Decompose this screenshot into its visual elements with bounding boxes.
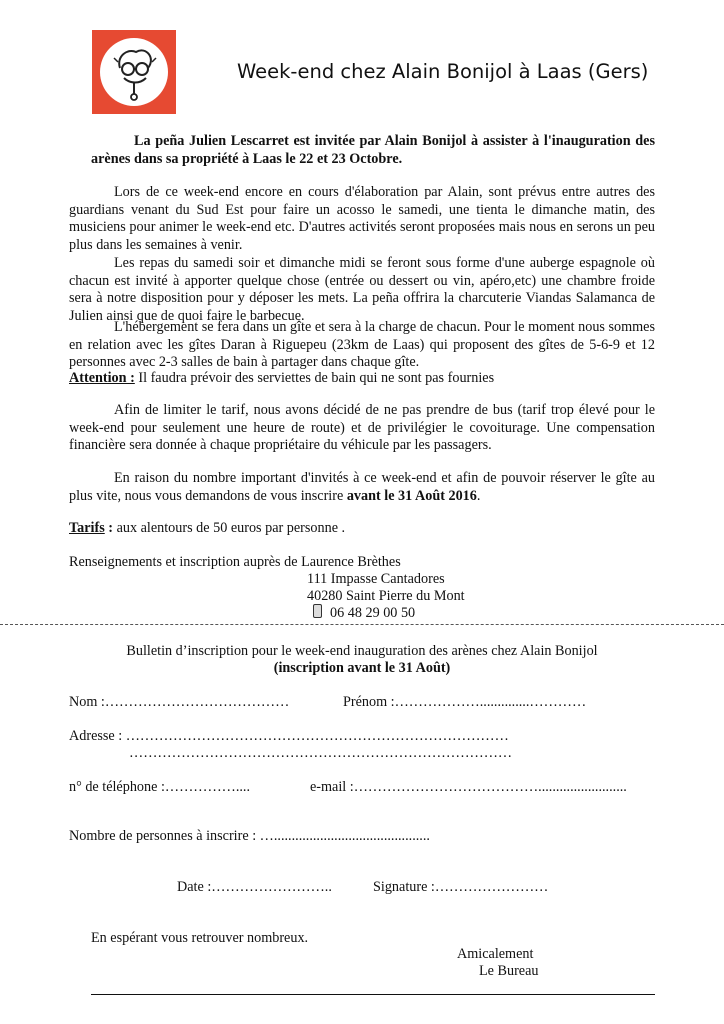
phone-icon — [313, 604, 322, 618]
adresse-field-line1[interactable]: Adresse : ……………………………………………………………………… — [69, 728, 509, 744]
tarifs-text: aux alentours de 50 euros par personne . — [113, 520, 346, 536]
intro-paragraph — [91, 133, 655, 168]
telephone-field[interactable]: n° de téléphone :…………….... — [69, 779, 251, 795]
attention-line — [69, 370, 494, 388]
bottom-rule — [91, 994, 655, 995]
tarifs-line — [69, 520, 345, 538]
nom-field[interactable]: Nom :………………………………… — [69, 694, 290, 710]
paragraph-activities-text: Lors de ce week-end encore en cours d'élaboration par Alain, sont prévus entre autres des guardians venant du Sud Est pour faire un acosso le samedi, une tienta le dimanche matin, des musiciens pour animer le week-end etc. D'autres activités seront proposées mais nous en serons un peu plus dans les semaines à venir. — [69, 184, 655, 254]
tarifs-separator: : — [104, 520, 114, 536]
cut-line — [0, 624, 724, 625]
paragraph-lodging-text: L'hébergement se fera dans un gîte et sera à la charge de chacun. Pour le moment nous sommes en relation avec les gîtes Daran à Riguepeu (23km de Laas) qui proposent des gîtes de 5-6-9 et 12 personnes avec 2-3 salles de bain à partager dans chaque gîte. — [69, 319, 655, 371]
contact-intro: Renseignements et inscription auprès de Laurence Brèthes — [69, 554, 401, 570]
paragraph-registration-text: En raison du nombre important d'invités à ce week-end et afin de pouvoir réserver le gîte au plus vite, nous vous demandons de vous inscrire — [69, 470, 655, 504]
paragraph-registration — [69, 470, 655, 505]
contact-phone-line — [313, 604, 415, 623]
registration-period: . — [476, 487, 481, 504]
paragraph-meals — [69, 255, 655, 326]
caricature-drawing — [100, 38, 168, 106]
paragraph-lodging — [69, 319, 655, 372]
page-title: Week-end chez Alain Bonijol à Laas (Gers) — [237, 60, 649, 83]
pena-logo — [92, 30, 176, 114]
paragraph-meals-text: Les repas du samedi soir et dimanche midi se feront sous forme d'une auberge espagnole où chacun est invité à apporter quelque chose (entrée ou dessert ou vin, apéro,etc) une chambre froide sera à notre disposition pour y déposer les mets. La peña offrira la charcuterie Viandas Salamanca de Julien ainsi que de quoi faire le barbecue. — [69, 255, 655, 325]
paragraph-activities — [69, 184, 655, 255]
paragraph-transport-text: Afin de limiter le tarif, nous avons décidé de ne pas prendre de bus (tarif trop élevé pour le week-end pour seulement une heure de route) et de privilégier le covoiturage. Une compensation financière sera donnée à chaque propriétaire du véhicule par les passagers. — [69, 402, 655, 454]
closing-sign-amicalement: Amicalement — [457, 946, 534, 962]
adresse-field-line2[interactable]: ……………………………………………………………………… — [129, 745, 513, 761]
attention-text: Il faudra prévoir des serviettes de bain qui ne sont pas fournies — [134, 370, 495, 386]
email-field[interactable]: e-mail :…………………………………......................... — [310, 779, 627, 795]
personnes-field[interactable]: Nombre de personnes à inscrire : …............................................ — [69, 828, 430, 844]
date-field[interactable]: Date :…………………….. — [177, 879, 332, 895]
tarifs-label: Tarifs — [69, 520, 105, 536]
closing-sign-bureau: Le Bureau — [479, 963, 539, 979]
attention-label: Attention : — [69, 370, 135, 386]
contact-address-line2: 40280 Saint Pierre du Mont — [307, 588, 465, 604]
contact-phone: 06 48 29 00 50 — [330, 605, 416, 621]
bulletin-title: Bulletin d’inscription pour le week-end inauguration des arènes chez Alain Bonijol — [126, 643, 598, 659]
closing-text: En espérant vous retrouver nombreux. — [91, 930, 309, 946]
paragraph-transport — [69, 402, 655, 455]
signature-field[interactable]: Signature :…………………… — [373, 879, 549, 895]
bulletin-subtitle: (inscription avant le 31 Août) — [273, 660, 451, 676]
intro-text: La peña Julien Lescarret est invitée par Alain Bonijol à assister à l'inauguration des arènes dans sa propriété à Laas le 22 et 23 Octobre. — [91, 133, 655, 167]
contact-address-line1: 111 Impasse Cantadores — [307, 571, 445, 587]
prenom-field[interactable]: Prénom :………………..............………… — [343, 694, 587, 710]
registration-deadline: avant le 31 Août 2016 — [346, 487, 477, 504]
